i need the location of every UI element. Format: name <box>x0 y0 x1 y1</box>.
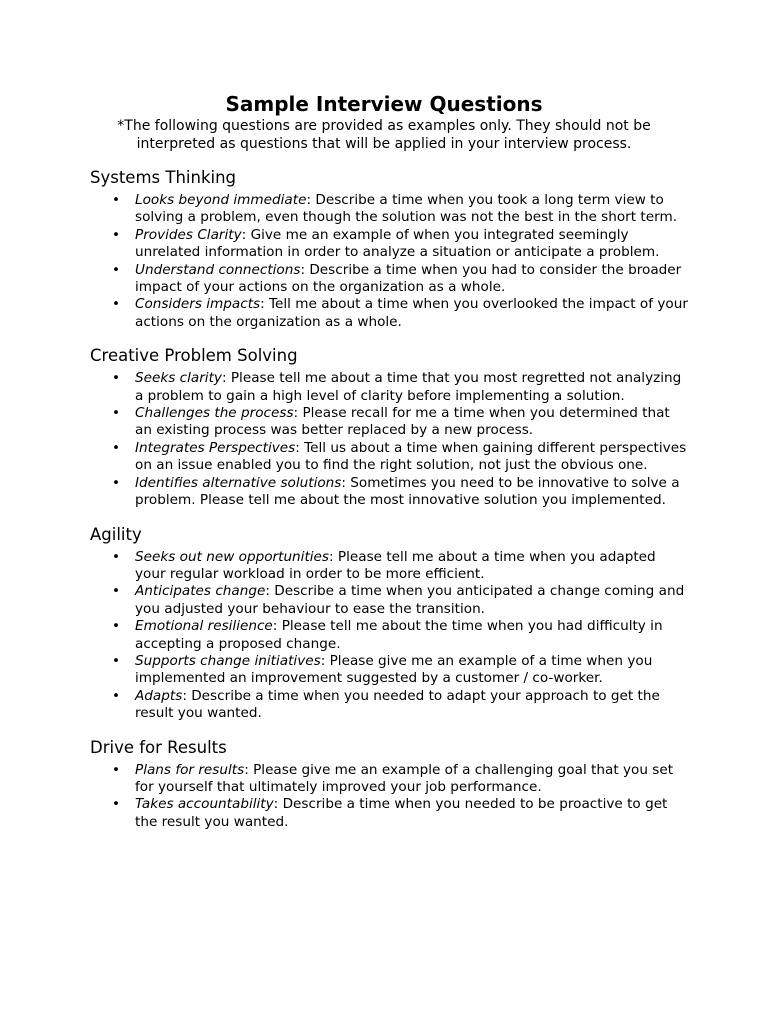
bullet-list <box>90 549 690 723</box>
document-content <box>90 168 690 831</box>
question-text: : Describe a time when you had to consider the broader impact of your actions on the organization as a whole. <box>135 261 682 296</box>
list-item <box>90 227 690 262</box>
list-item <box>90 262 690 297</box>
page-title: Sample Interview Questions <box>225 92 543 116</box>
bullet-icon: • <box>112 548 121 565</box>
question-text: : Please give me an example of a challenging goal that you set for yourself that ultimately improved your job performance. <box>135 761 674 795</box>
competency-term: Anticipates change <box>135 583 266 600</box>
competency-term: Provides Clarity <box>135 226 242 243</box>
bullet-icon: • <box>112 439 121 456</box>
question-text: : Describe a time when you anticipated a change coming and you adjusted your behaviour to ease the transition. <box>135 583 685 617</box>
bullet-icon: • <box>112 583 121 600</box>
section-agility <box>90 525 690 723</box>
question-text: : Describe a time when you needed to be proactive to get the result you wanted. <box>135 796 668 830</box>
question-text: : Describe a time when you needed to adapt your approach to get the result you wanted. <box>135 687 660 722</box>
list-item <box>90 405 690 440</box>
question-text: : Tell me about a time when you overlooked the impact of your actions on the organization as a whole. <box>135 296 688 330</box>
list-item <box>90 653 690 688</box>
list-item <box>90 796 690 831</box>
list-item <box>90 762 690 797</box>
competency-term: Considers impacts <box>135 296 261 313</box>
bullet-list <box>90 370 690 509</box>
competency-term: Identifies alternative solutions <box>135 474 342 491</box>
competency-term: Integrates Perspectives <box>135 439 296 456</box>
list-item <box>90 583 690 618</box>
question-text: : Please tell me about the time when you had difficulty in accepting a proposed change. <box>135 618 663 652</box>
section-systems-thinking <box>90 168 690 331</box>
list-item <box>90 688 690 723</box>
bullet-icon: • <box>112 370 121 387</box>
bullet-icon: • <box>112 796 121 813</box>
bullet-list <box>90 762 690 832</box>
section-heading: Creative Problem Solving <box>90 346 298 366</box>
list-item <box>90 192 690 227</box>
section-drive-for-results <box>90 738 690 832</box>
intro-note: *The following questions are provided as examples only. They should not be interpreted as questions that will be applied in your interview process. <box>117 118 651 152</box>
section-creative-problem-solving <box>90 346 690 509</box>
bullet-icon: • <box>112 618 121 635</box>
question-text: : Please recall for me a time when you determined that an existing process was better replaced by a new process. <box>135 405 670 439</box>
section-heading: Agility <box>90 524 142 544</box>
question-text: : Give me an example of when you integrated seemingly unrelated information in order to analyze a situation or anticipate a problem. <box>135 226 660 261</box>
competency-term: Seeks out new opportunities <box>135 548 330 565</box>
bullet-icon: • <box>112 296 121 313</box>
question-text: : Please tell me about a time when you adapted your regular workload in order to be more efficient. <box>135 548 656 582</box>
competency-term: Looks beyond immediate <box>135 192 307 208</box>
list-item <box>90 440 690 475</box>
competency-term: Seeks clarity <box>135 370 222 387</box>
competency-term: Supports change initiatives <box>135 652 321 669</box>
competency-term: Adapts <box>135 687 183 704</box>
competency-term: Plans for results <box>135 761 245 778</box>
bullet-list <box>90 192 690 331</box>
bullet-icon: • <box>112 761 121 778</box>
bullet-icon: • <box>112 687 121 704</box>
list-item <box>90 296 690 331</box>
section-heading: Drive for Results <box>90 737 227 757</box>
list-item <box>90 618 690 653</box>
bullet-icon: • <box>112 261 121 278</box>
bullet-icon: • <box>112 192 121 208</box>
list-item <box>90 370 690 405</box>
question-text: : Please tell me about a time that you most regretted not analyzing a problem to gain a high level of clarity before implementing a solution. <box>135 370 682 404</box>
bullet-icon: • <box>112 652 121 669</box>
bullet-icon: • <box>112 226 121 243</box>
competency-term: Emotional resilience <box>135 618 273 635</box>
question-text: : Please give me an example of a time when you implemented an improvement suggested by a customer / co-worker. <box>135 652 653 687</box>
question-text: : Tell us about a time when gaining different perspectives on an issue enabled you to find the right solution, not just the obvious one. <box>135 439 687 474</box>
bullet-icon: • <box>112 405 121 422</box>
question-text: : Sometimes you need to be innovative to solve a problem. Please tell me about the most innovative solution you implemented. <box>135 474 680 509</box>
list-item <box>90 475 690 510</box>
question-text: : Describe a time when you took a long term view to solving a problem, even though the solution was not the best in the short term. <box>135 192 678 226</box>
competency-term: Understand connections <box>135 261 301 278</box>
list-item <box>90 549 690 584</box>
competency-term: Challenges the process <box>135 405 294 422</box>
section-heading: Systems Thinking <box>90 168 237 187</box>
bullet-icon: • <box>112 474 121 491</box>
competency-term: Takes accountability <box>135 796 274 813</box>
